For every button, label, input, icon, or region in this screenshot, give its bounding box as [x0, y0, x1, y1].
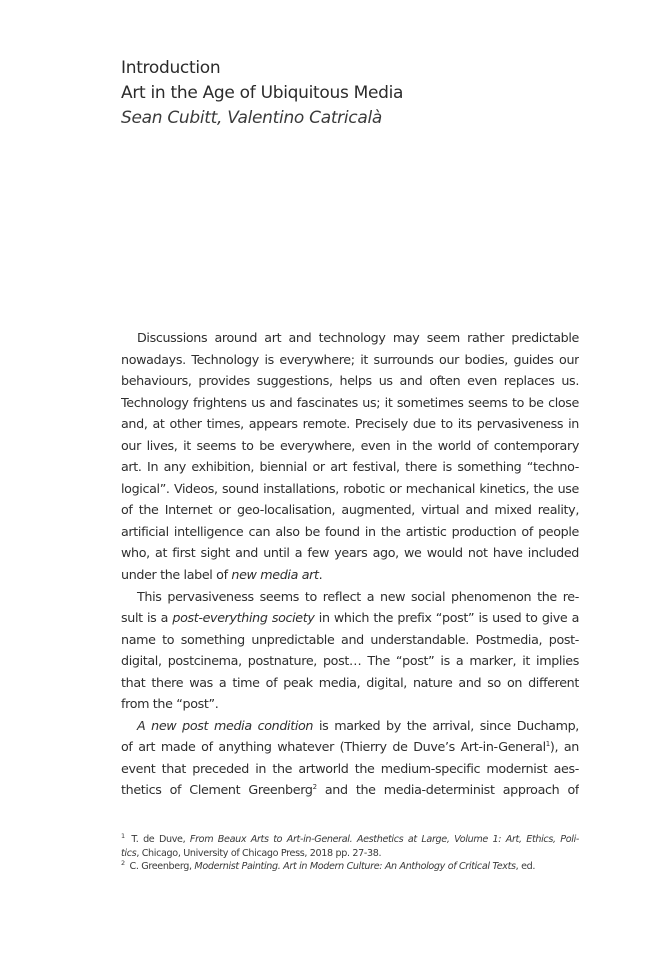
text-line: nowadays. Technology is everywhere; it surrounds our bodies, guides our [121, 351, 579, 367]
footnote-2-line [121, 860, 579, 874]
footnote-text: , Chicago, University of Chicago Press, 2018 pp. 27-38. [136, 847, 382, 859]
text-line: logical”. Videos, sound installations, robotic or mechanical kinetics, the use [121, 480, 579, 496]
chapter-heading [121, 56, 541, 131]
text-line: Discussions around art and technology may seem rather predictable [137, 330, 579, 345]
text-line [121, 779, 579, 801]
text-line: digital, postcinema, postnature, post… The “post” is a marker, it implies [121, 653, 579, 669]
text-line: behaviours, provides suggestions, helps us and often even replaces us. [121, 373, 579, 389]
paragraph-1 [121, 327, 579, 586]
chapter-authors: Sean Cubitt, Valentino Catricalà [121, 108, 382, 128]
footnotes [121, 833, 579, 874]
footnote-1-line [121, 847, 579, 861]
text-line: that there was a time of peak media, digital, nature and so on different [121, 674, 579, 690]
text-line: name to something unpredictable and understandable. Postmedia, post- [121, 631, 579, 647]
footnote-mark: 1 [121, 833, 125, 840]
text-run: . [318, 567, 323, 583]
text-run: is marked by the arrival, since Duchamp, [313, 717, 579, 733]
text-line: who, at first sight and until a few years ago, we would not have included [121, 545, 579, 561]
footnote-mark: 2 [121, 860, 125, 867]
chapter-label: Introduction [121, 58, 221, 78]
text-run: of art made of anything whatever (Thierry de Duve’s Art-in-General [121, 739, 546, 755]
paragraph-2 [121, 586, 579, 715]
footnote-book-title: Modernist Painting. Art in Modern Culture: An Anthology of Critical Texts [194, 861, 516, 872]
footnote-ref-1[interactable]: 1 [545, 740, 550, 749]
footnote-book-title: tics [121, 847, 137, 859]
footnote-1-line [121, 833, 579, 847]
text-run: thetics of Clement Greenberg [121, 782, 313, 798]
text-line: and, at other times, appears remote. Precisely due to its pervasiveness in [121, 416, 579, 432]
text-line: Technology frightens us and fascinates us; it sometimes seems to be close [121, 394, 579, 410]
footnote-text: C. Greenberg, [126, 861, 195, 872]
text-line: of the Internet or geo-localisation, augmented, virtual and mixed reality, [121, 502, 579, 518]
text-line [121, 607, 579, 629]
text-run: and the media-determinist approach of [316, 782, 579, 798]
emphasis-new-media-art: new media art [231, 567, 319, 583]
text-line: from the “post”. [121, 696, 219, 712]
text-run: under the label of [121, 567, 232, 583]
text-line: This pervasiveness seems to reflect a new social phenomenon the re- [137, 588, 579, 604]
text-run: ), an [549, 739, 579, 755]
text-line [121, 715, 579, 737]
text-line [121, 564, 579, 586]
text-run: sult is a [121, 610, 173, 626]
text-line [121, 736, 579, 758]
text-run: in which the prefix “post” is used to give a [314, 610, 579, 626]
text-line: event that preceded in the artworld the medium-specific modernist aes- [121, 760, 579, 776]
text-line: artificial intelligence can also be found in the artistic production of people [121, 523, 579, 539]
text-line: our lives, it seems to be everywhere, even in the world of contemporary [121, 437, 579, 453]
emphasis-post-media-condition: A new post media condition [137, 717, 314, 733]
footnote-book-title: From Beaux Arts to Art-in-General. Aesthetics at Large, Volume 1: Art, Ethics, Poli- [189, 834, 579, 845]
body-text [121, 327, 579, 801]
emphasis-post-everything-society: post-everything society [172, 610, 315, 626]
footnote-text: T. de Duve, [126, 834, 190, 845]
footnote-text: , ed. [515, 861, 536, 872]
text-line: art. In any exhibition, biennial or art festival, there is something “techno- [121, 459, 579, 475]
paragraph-3 [121, 715, 579, 801]
footnote-ref-2[interactable]: 2 [312, 783, 317, 792]
chapter-title: Art in the Age of Ubiquitous Media [121, 83, 404, 103]
